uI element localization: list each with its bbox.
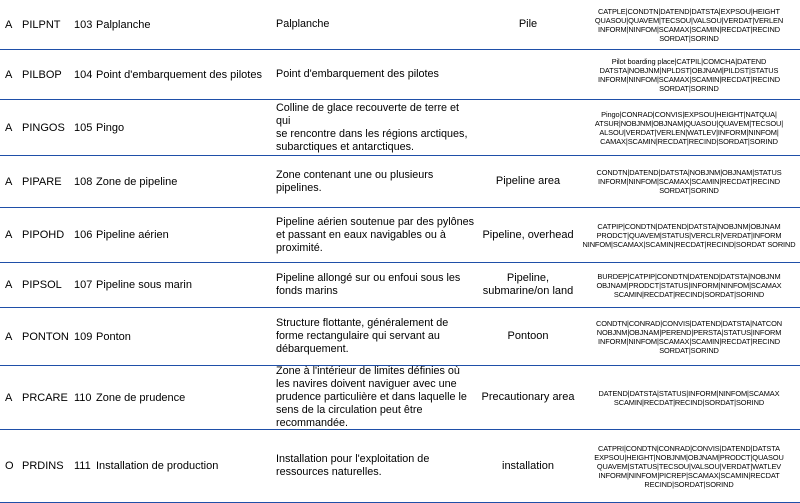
row-definition: Pipeline aérien soutenue par des pylônes et passant en eaux navigables ou à proximité.: [276, 215, 475, 254]
row-code: A: [5, 175, 13, 188]
row-english-name: [478, 50, 578, 99]
row-definition: Installation pour l'exploitation de ressources naturelles.: [276, 453, 430, 478]
row-name: Pingo: [96, 121, 125, 134]
row-acronym: PIPSOL: [22, 279, 62, 291]
row-code: A: [5, 229, 13, 241]
row-definition: Palplanche: [276, 18, 330, 30]
row-attributes: CATPLE|CONDTN|DATEND|DATSTA|EXPSOU|HEIGHT QUASOU|QUAVEM|TECSOU|VALSOU|VERDAT|VERLEN INFORM|NINFOM|SCAMAX|SCAMIN|RECDAT|RECIND SORDAT|SORIND: [594, 6, 784, 43]
row-code: A: [5, 18, 13, 31]
row-code: A: [5, 279, 13, 291]
row-definition: Structure flottante, généralement de forme rectangulaire qui servant au débarquement.: [276, 317, 449, 355]
table-row: [0, 308, 800, 366]
row-english-name: [478, 100, 578, 155]
row-definition: Zone contenant une ou plusieurs pipelines.: [276, 168, 434, 194]
row-number: 110: [74, 391, 92, 404]
row-acronym: PRCARE: [22, 391, 68, 404]
row-attributes: DATEND|DATSTA|STATUS|INFORM|NINFOM|SCAMAX SCAMIN|RECDAT|RECIND|SORDAT|SORIND: [598, 388, 780, 407]
table-row: [0, 366, 800, 430]
row-name: Palplanche: [96, 18, 151, 31]
row-attributes: CATPRI|CONDTN|CONRAD|CONVIS|DATEND|DATSTA EXPSOU|HEIGHT|NOBJNM|OBJNAM|PRODCT|QUASOU QUAVEM|STATUS|TECSOU|VALSOU|VERDAT|WATLEV INFORM|NINFOM|PICREP|SCAMAX|SCAMIN|RECDAT RECIND|SORDAT|SORIND: [594, 443, 784, 489]
row-code: A: [5, 391, 13, 404]
table-row: [0, 50, 800, 100]
row-attributes: BURDEP|CATPIP|CONDTN|DATEND|DATSTA|NOBJNM OBJNAM|PRODCT|STATUS|INFORM|NINFOM|SCAMAX SCAMIN|RECDAT|RECIND|SORDAT|SORIND: [596, 271, 782, 299]
row-acronym: PILBOP: [22, 68, 62, 81]
row-definition: Pipeline allongé sur ou enfoui sous les fonds marins: [276, 272, 461, 297]
row-acronym: PRDINS: [22, 460, 64, 472]
table-row: [0, 0, 800, 50]
row-attributes: Pingo|CONRAD|CONVIS|EXPSOU|HEIGHT|NATQUA| ATSUR|NOBJNM|OBJNAM|QUASOU|QUAVEM|TECSOU| ALSOU|VERDAT|VERLEN|WATLEV|INFORM|NINFOM| CAMAX|SCAMIN|RECDAT|RECIND|SORDAT|SORIND: [594, 109, 784, 146]
row-english-name: Pontoon: [507, 330, 549, 342]
row-english-name: Pipeline area: [495, 175, 561, 187]
row-number: 108: [74, 175, 93, 188]
row-english-name: installation: [502, 459, 554, 472]
row-english-name: Pile: [518, 18, 538, 30]
row-name: Point d'embarquement des pilotes: [96, 68, 262, 81]
row-english-name: Precautionary area: [481, 391, 575, 403]
table-row: [0, 208, 800, 263]
row-number: 105: [74, 121, 93, 134]
row-number: 104: [74, 68, 93, 81]
row-number: 103: [74, 18, 93, 31]
table-row: [0, 430, 800, 503]
row-acronym: PIPARE: [22, 175, 62, 188]
table-row: [0, 156, 800, 208]
row-acronym: PILPNT: [22, 18, 61, 31]
row-name: Installation de production: [96, 460, 219, 472]
row-code: A: [5, 330, 13, 343]
row-code: A: [5, 121, 13, 134]
row-english-name: Pipeline, submarine/on land: [482, 272, 574, 297]
row-name: Pipeline aérien: [96, 229, 169, 241]
row-number: 111: [74, 460, 91, 472]
row-number: 106: [74, 229, 93, 241]
row-name: Ponton: [96, 330, 131, 343]
row-definition: Point d'embarquement des pilotes: [276, 68, 439, 80]
row-definition: Colline de glace recouverte de terre et qui se rencontre dans les régions arctiques, subarctiques et antarctiques.: [276, 101, 468, 153]
table-row: [0, 263, 800, 308]
row-attributes: CATPIP|CONDTN|DATEND|DATSTA|NOBJNM|OBJNAM PRODCT|QUAVEM|STATUS|VERCLR|VERDAT|INFORM NINFOM|SCAMAX|SCAMIN|RECDAT|RECIND|SORDAT SORIND: [582, 221, 796, 249]
row-english-name: Pipeline, overhead: [482, 228, 574, 241]
row-acronym: PIPOHD: [22, 229, 65, 241]
row-code: A: [5, 68, 13, 81]
table-row: [0, 100, 800, 156]
row-acronym: PINGOS: [22, 121, 65, 134]
row-definition: Zone à l'intérieur de limites définies où les navires doivent naviguer avec une prudence particulière et dans laquelle le sens de la circulation peut être recommandée.: [276, 365, 467, 429]
row-name: Zone de prudence: [96, 391, 186, 404]
row-name: Zone de pipeline: [96, 175, 178, 188]
row-acronym: PONTON: [22, 330, 69, 343]
row-name: Pipeline sous marin: [96, 279, 192, 291]
row-attributes: CONDTN|CONRAD|CONVIS|DATEND|DATSTA|NATCON NOBJNM|OBJNAM|PEREND|PERSTA|STATUS|INFORM INFORM|NINFOM|SCAMAX|SCAMIN|RECDAT|RECIND SORDAT|SORIND: [595, 318, 783, 355]
row-number: 109: [74, 330, 93, 343]
row-attributes: Pilot boarding place|CATPIL|COMCHA|DATEND DATSTA|NOBJNM|NPLDST|OBJNAM|PILDST|STATUS INFORM|NINFOM|SCAMAX|SCAMIN|RECDAT|RECIND SORDAT|SORIND: [598, 56, 780, 93]
row-number: 107: [74, 279, 93, 291]
row-code: O: [5, 460, 14, 472]
row-attributes: CONDTN|DATEND|DATSTA|NOBJNM|OBJNAM|STATUS INFORM|NINFOM|SCAMAX|SCAMIN|RECDAT|RECIND SORDAT|SORIND: [596, 168, 782, 195]
